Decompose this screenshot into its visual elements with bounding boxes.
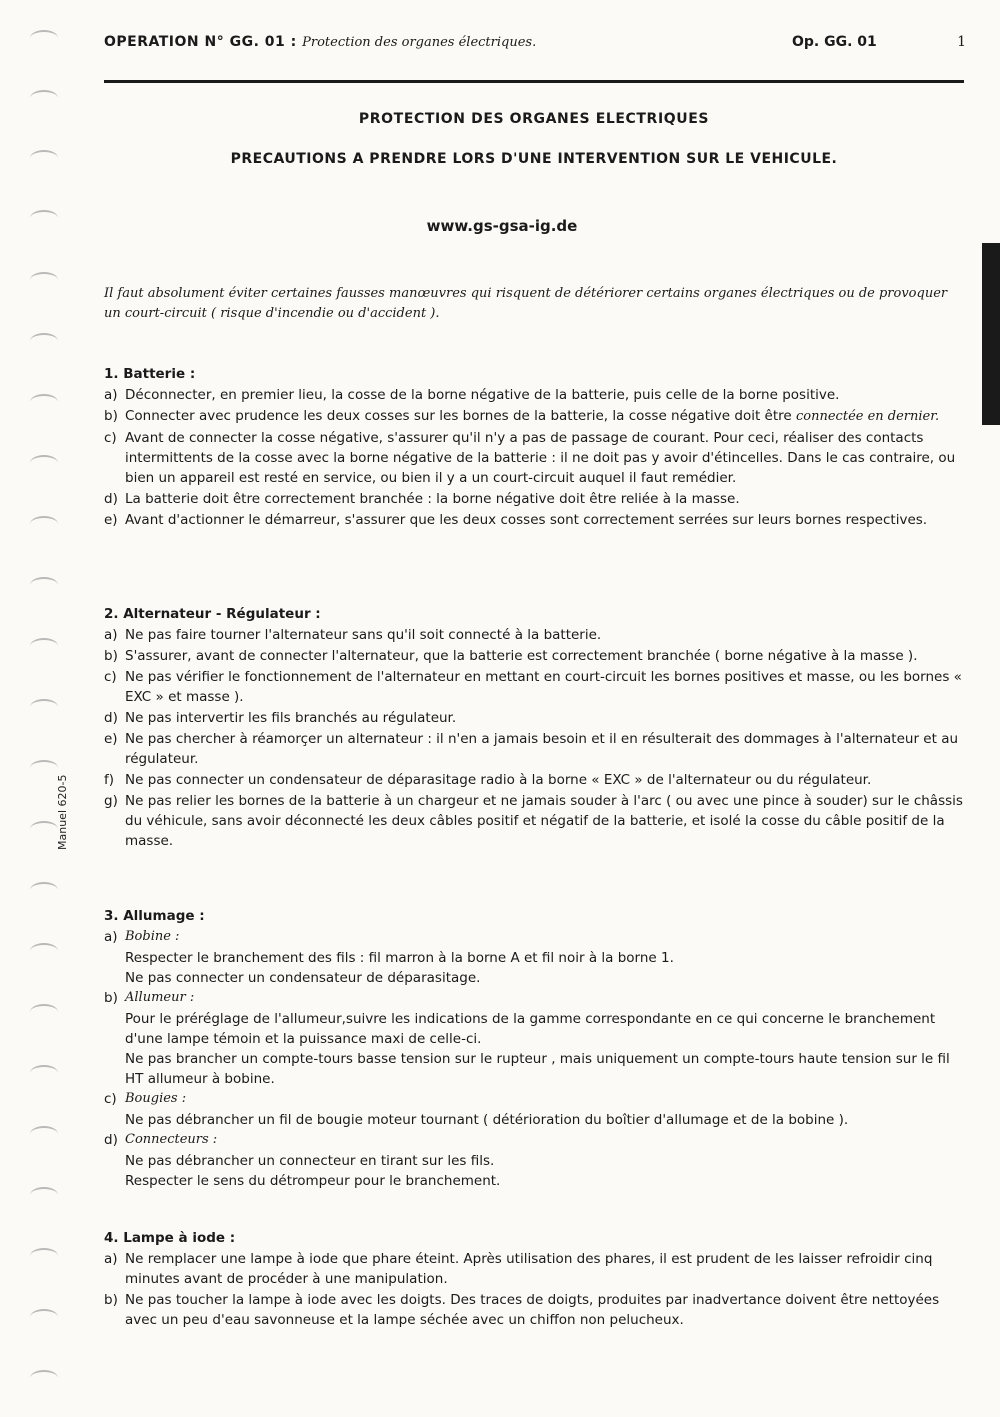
list-item bbox=[104, 708, 964, 728]
list-item bbox=[104, 1130, 964, 1150]
page-number: 1 bbox=[957, 34, 966, 50]
item-letter: a) bbox=[104, 627, 118, 643]
item-subheading: Bobine : bbox=[125, 929, 180, 944]
item-letter: e) bbox=[104, 512, 118, 528]
punch-mark bbox=[30, 1004, 58, 1020]
list-item bbox=[104, 489, 964, 509]
item-letter: b) bbox=[104, 648, 118, 664]
section-alternateur bbox=[104, 604, 964, 852]
punch-mark bbox=[30, 1187, 58, 1203]
item-letter: b) bbox=[104, 1292, 118, 1308]
item-letter: f) bbox=[104, 772, 115, 788]
item-text: La batterie doit être correctement branchée : la borne négative doit être reliée à la masse. bbox=[125, 491, 740, 507]
item-line: Respecter le sens du détrompeur pour le branchement. bbox=[125, 1173, 501, 1189]
list-item bbox=[104, 625, 964, 645]
punch-mark bbox=[30, 1248, 58, 1264]
punch-mark bbox=[30, 455, 58, 471]
item-text: S'assurer, avant de connecter l'alternateur, que la batterie est correctement branchée ( borne négative à la masse ). bbox=[125, 648, 918, 664]
item-text: Avant d'actionner le démarreur, s'assurer que les deux cosses sont correctement serrées sur leurs bornes respectives. bbox=[125, 512, 928, 528]
item-letter: e) bbox=[104, 731, 118, 747]
item-letter: b) bbox=[104, 990, 118, 1006]
intro-paragraph: Il faut absolument éviter certaines fausses manœuvres qui risquent de détériorer certains organes électriques ou de provoquer un court-circuit ( risque d'incendie ou d'accident ). bbox=[104, 286, 948, 321]
section-lampe-iode bbox=[104, 1228, 964, 1331]
punch-mark bbox=[30, 638, 58, 654]
section-title: 2. Alternateur - Régulateur : bbox=[104, 606, 321, 622]
punch-mark bbox=[30, 394, 58, 410]
list-item bbox=[104, 667, 964, 707]
punch-mark bbox=[30, 272, 58, 288]
item-letter: d) bbox=[104, 1132, 118, 1148]
punch-mark bbox=[30, 1309, 58, 1325]
website-link[interactable]: www.gs-gsa-ig.de bbox=[426, 217, 578, 235]
section-title: 3. Allumage : bbox=[104, 908, 205, 924]
item-text: Ne pas intervertir les fils branchés au régulateur. bbox=[125, 710, 457, 726]
item-letter: c) bbox=[104, 669, 117, 685]
item-text: Ne pas chercher à réamorçer un alternateur : il n'en a jamais besoin et il en résulterait des dommages à l'alternateur et au régulateur. bbox=[125, 731, 959, 767]
item-text: Ne pas faire tourner l'alternateur sans qu'il soit connecté à la batterie. bbox=[125, 627, 602, 643]
list-item bbox=[104, 988, 964, 1008]
item-text: Ne pas relier les bornes de la batterie à un chargeur et ne jamais souder à l'arc ( ou avec une pince à souder) sur le châssis du véhicule, sans avoir déconnecté les deux câbles positif et négatif de la batterie, et isolé la cosse du câble positif de la masse. bbox=[125, 793, 963, 849]
list-item bbox=[104, 927, 964, 947]
section-title: 4. Lampe à iode : bbox=[104, 1230, 236, 1246]
punch-mark bbox=[30, 577, 58, 593]
item-letter: g) bbox=[104, 793, 118, 809]
item-text: Avant de connecter la cosse négative, s'assurer qu'il n'y a pas de passage de courant. Pour ceci, réaliser des contacts intermittents de la cosse avec la borne négative de la batterie : il ne doit pas y avoir d'étincelles. Dans le cas contraire, ou bien un appareil est resté en service, ou bien il y a un court-circuit auquel il faut remédier. bbox=[125, 430, 956, 486]
item-text-italic: connectée en dernier. bbox=[796, 409, 940, 424]
manual-side-label: Manuel 620-5 bbox=[56, 774, 69, 850]
punch-mark bbox=[30, 516, 58, 532]
item-text: Ne pas vérifier le fonctionnement de l'alternateur en mettant en court-circuit les bornes positives et masse, ou les bornes « EXC » et masse ). bbox=[125, 669, 962, 705]
list-item bbox=[104, 510, 964, 530]
item-text: Ne pas toucher la lampe à iode avec les doigts. Des traces de doigts, produites par inadvertance doivent être nettoyées avec un peu d'eau savonneuse et la lampe séchée avec un chiffon non pelucheux. bbox=[125, 1292, 940, 1328]
punch-mark bbox=[30, 90, 58, 106]
item-letter: a) bbox=[104, 387, 118, 403]
list-item bbox=[104, 385, 964, 405]
item-letter: a) bbox=[104, 929, 118, 945]
item-text: Connecter avec prudence les deux cosses sur les bornes de la batterie, la cosse négative doit être bbox=[125, 408, 792, 424]
item-text: Ne remplacer une lampe à iode que phare éteint. Après utilisation des phares, il est prudent de les laisser refroidir cinq minutes avant de procéder à une manipulation. bbox=[125, 1251, 933, 1287]
item-letter: a) bbox=[104, 1251, 118, 1267]
section-batterie bbox=[104, 364, 964, 531]
punch-mark bbox=[30, 30, 58, 46]
punch-mark bbox=[30, 1126, 58, 1142]
punch-mark bbox=[30, 1370, 58, 1386]
list-item bbox=[104, 1089, 964, 1109]
punch-mark bbox=[30, 882, 58, 898]
list-item bbox=[104, 791, 964, 851]
section-title: 1. Batterie : bbox=[104, 366, 196, 382]
item-line: Ne pas connecter un condensateur de déparasitage. bbox=[125, 970, 481, 986]
document-subtitle: PRECAUTIONS A PRENDRE LORS D'UNE INTERVENTION SUR LE VEHICULE. bbox=[230, 151, 838, 167]
list-item bbox=[104, 1249, 964, 1289]
item-line: Pour le préréglage de l'allumeur,suivre les indications de la gamme correspondante en ce qui concerne le branchement d'une lampe témoin et la puissance maxi de celle-ci. bbox=[125, 1011, 936, 1047]
item-letter: c) bbox=[104, 1091, 117, 1107]
item-subheading: Bougies : bbox=[125, 1091, 187, 1106]
punch-mark bbox=[30, 210, 58, 226]
punch-mark bbox=[30, 821, 58, 837]
operation-subtitle: Protection des organes électriques. bbox=[302, 35, 537, 50]
item-subheading: Connecteurs : bbox=[125, 1132, 218, 1147]
list-item bbox=[104, 406, 964, 427]
op-code: Op. GG. 01 bbox=[792, 34, 877, 50]
header-rule bbox=[104, 80, 964, 83]
punch-mark bbox=[30, 760, 58, 776]
section-allumage bbox=[104, 906, 964, 1191]
punch-mark bbox=[30, 333, 58, 349]
punch-mark bbox=[30, 943, 58, 959]
item-line: Ne pas débrancher un connecteur en tirant sur les fils. bbox=[125, 1153, 495, 1169]
punch-mark bbox=[30, 150, 58, 166]
item-line: Respecter le branchement des fils : fil marron à la borne A et fil noir à la borne 1. bbox=[125, 950, 674, 966]
operation-label: OPERATION N° GG. 01 : bbox=[104, 34, 297, 50]
item-letter: b) bbox=[104, 408, 118, 424]
list-item bbox=[104, 729, 964, 769]
list-item bbox=[104, 646, 964, 666]
punch-mark bbox=[30, 699, 58, 715]
edge-index-tab bbox=[982, 243, 1000, 425]
list-item bbox=[104, 428, 964, 488]
item-letter: d) bbox=[104, 710, 118, 726]
item-line: Ne pas brancher un compte-tours basse tension sur le rupteur , mais uniquement un compte-tours haute tension sur le fil HT allumeur à bobine. bbox=[125, 1051, 950, 1087]
item-text: Déconnecter, en premier lieu, la cosse de la borne négative de la batterie, puis celle de la borne positive. bbox=[125, 387, 840, 403]
list-item bbox=[104, 770, 964, 790]
item-text: Ne pas connecter un condensateur de déparasitage radio à la borne « EXC » de l'alternateur ou du régulateur. bbox=[125, 772, 872, 788]
operation-heading bbox=[104, 34, 536, 50]
list-item bbox=[104, 1290, 964, 1330]
item-line: Ne pas débrancher un fil de bougie moteur tournant ( détérioration du boîtier d'allumage et de la bobine ). bbox=[125, 1112, 849, 1128]
page-header bbox=[104, 34, 970, 58]
punch-mark bbox=[30, 1065, 58, 1081]
item-subheading: Allumeur : bbox=[125, 990, 195, 1005]
item-letter: d) bbox=[104, 491, 118, 507]
document-title: PROTECTION DES ORGANES ELECTRIQUES bbox=[358, 111, 710, 127]
item-letter: c) bbox=[104, 430, 117, 446]
